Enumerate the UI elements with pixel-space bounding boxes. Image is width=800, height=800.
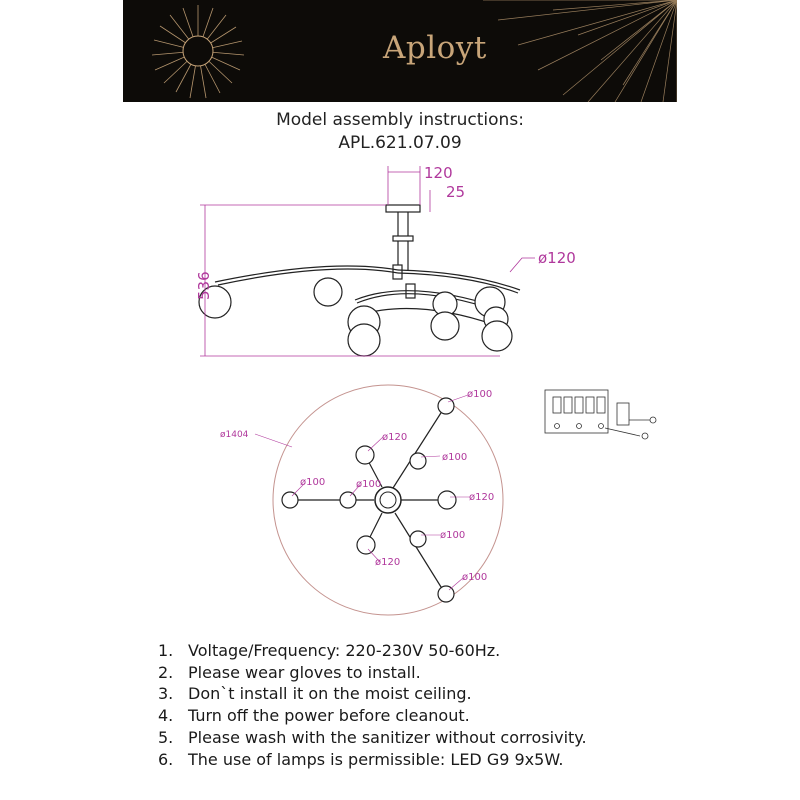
top-view — [220, 385, 503, 615]
dim-label-1: ø100 — [467, 389, 493, 400]
wiring-diagram-icon — [545, 390, 656, 439]
model-number: APL.621.07.09 — [338, 133, 462, 153]
dim-label-8: ø120 — [375, 557, 401, 568]
dim-label-2: ø120 — [382, 432, 408, 443]
dim-overall-label: ø1404 — [220, 430, 249, 440]
dim-label-5: ø100 — [356, 479, 382, 490]
instructions-list — [158, 640, 587, 770]
list-item: 2. Please wear gloves to install. — [158, 662, 421, 682]
dim-width-label: 120 — [424, 164, 453, 182]
list-item: 6. The use of lamps is permissible: LED G9 9x5W. — [158, 749, 564, 769]
dim-label-3: ø100 — [442, 452, 468, 463]
dim-label-7: ø100 — [440, 530, 466, 541]
dim-label-9: ø100 — [462, 572, 488, 583]
dim-height-label: 536 — [195, 271, 213, 300]
side-view — [199, 205, 520, 356]
dim-label-4: ø100 — [300, 477, 326, 488]
dim-label-6: ø120 — [469, 492, 495, 503]
list-item: 1. Voltage/Frequency: 220-230V 50-60Hz. — [158, 641, 501, 660]
dim-plate-label: 25 — [446, 183, 466, 201]
brand-name: Aployt — [383, 30, 487, 66]
list-item: 5. Please wash with the sanitizer without corrosivity. — [158, 727, 587, 747]
page-title: Model assembly instructions: — [276, 110, 524, 130]
list-item: 4. Turn off the power before cleanout. — [158, 706, 470, 726]
list-item: 3. Don`t install it on the moist ceiling. — [158, 684, 472, 704]
dim-shade-label: ø120 — [538, 249, 576, 267]
